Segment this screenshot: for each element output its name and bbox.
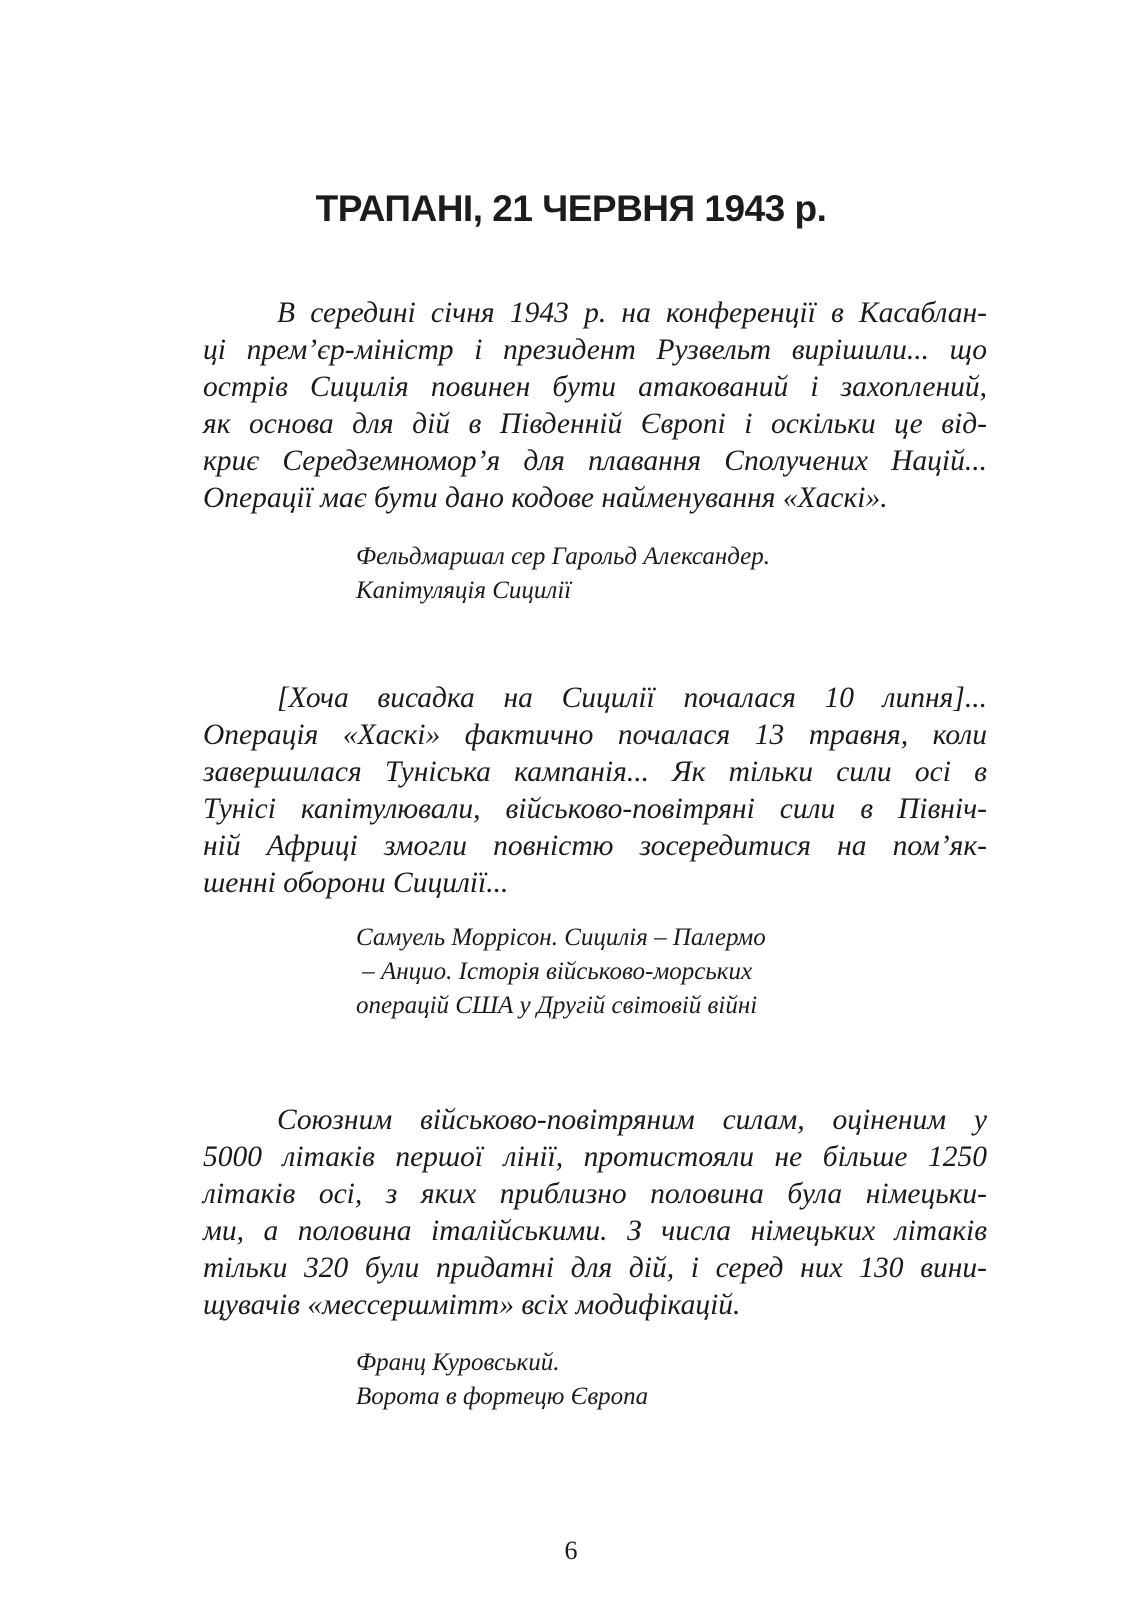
source-line: Капітуляція Сицилії [356, 577, 572, 604]
epigraph-2-text [203, 680, 987, 902]
text-line: ці прем’єр-міністр і президент Рузвельт вирішили... що [203, 334, 987, 366]
source-line: Ворота в фортецю Європа [356, 1383, 649, 1410]
epigraph-1-text [203, 295, 987, 517]
text-line: 5000 літаків першої лінії, протистояли не більше 1250 [203, 1141, 987, 1173]
text-line: Операція «Хаскі» фактично почалася 13 травня, коли [203, 719, 987, 751]
text-line: ми, а половина італійськими. З числа німецьких літаків [203, 1215, 987, 1247]
epigraph-3-text [203, 1102, 987, 1324]
epigraph-1-source [356, 540, 976, 608]
page-number: 6 [564, 1536, 578, 1565]
source-line: Самуель Моррісон. Сицилія – Палермо [356, 924, 766, 951]
text-line: острів Сицилія повинен бути атакований і захоплений, [203, 371, 987, 403]
text-line: літаків осі, з яких приблизно половина була німецьки- [203, 1178, 987, 1210]
text-line: шенні оборони Сицилії... [203, 867, 509, 899]
text-line: тільки 320 були придатні для дій, і серед них 130 вини- [203, 1252, 987, 1284]
source-line: операцій США у Другій світовій війні [356, 992, 758, 1019]
text-line: В середині січня 1943 р. на конференції в Касаблан- [277, 297, 987, 329]
text-line: криє Середземномор’я для плавання Сполучених Націй... [203, 445, 987, 477]
text-line: завершилася Туніська кампанія... Як тільки сили осі в [203, 756, 987, 788]
text-line: Союзним військово-повітряним силам, оціненим у [277, 1104, 987, 1136]
source-line: Франц Куровський. [356, 1349, 560, 1376]
epigraph-2-source [356, 921, 976, 1023]
text-line: ній Африці змогли повністю зосередитися на пом’як- [203, 830, 987, 862]
text-line: [Хоча висадка на Сицилії почалася 10 липня]... [277, 682, 987, 714]
source-line: Фельдмаршал сер Гарольд Александер. [356, 543, 771, 570]
text-line: як основа для дій в Південній Європі і оскільки це від- [203, 408, 987, 440]
text-line: Тунісі капітулювали, військово-повітряні сили в Північ- [203, 793, 987, 825]
chapter-title: ТРАПАНІ, 21 ЧЕРВНЯ 1943 р. [315, 188, 827, 229]
text-line: Операції має бути дано кодове найменування «Хаскі». [203, 482, 888, 514]
text-line: щувачів «мессершмітт» всіх модифікацій. [203, 1289, 741, 1321]
epigraph-3-source [356, 1346, 976, 1414]
source-line: – Анцио. Історія військово-морських [356, 958, 753, 985]
